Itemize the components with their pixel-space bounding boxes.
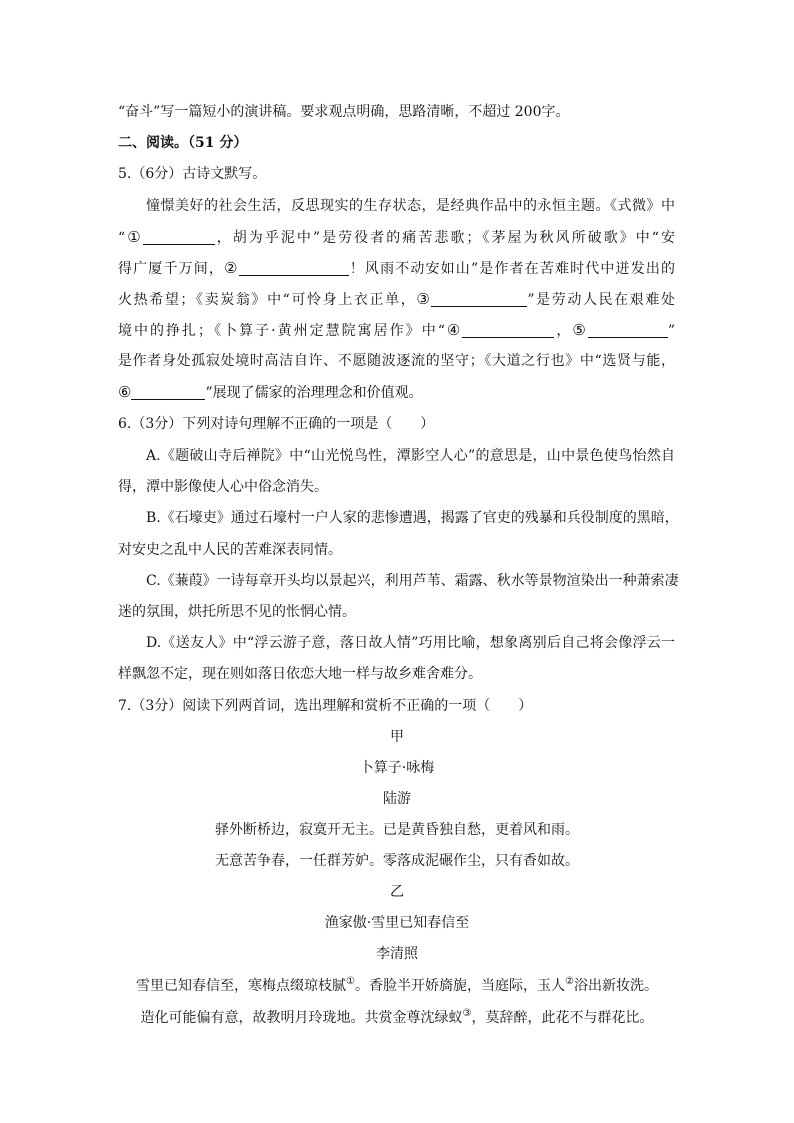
text-segment: 。香脸半开娇旖旎，当庭际，玉人 — [355, 978, 565, 994]
section-title: 二、阅读。（51 分） — [118, 135, 248, 151]
text-segment: “ — [118, 230, 126, 246]
poem1-author: 陆游 — [383, 791, 411, 807]
blank-number-1: ① — [125, 228, 143, 246]
q5-line-6: 是作者身处孤寂处境时高洁自许、不愿随波逐流的坚守；《大道之行也》中“选贤与能， — [118, 353, 675, 369]
poem-label-jia: 甲 — [390, 729, 404, 745]
fill-blank-2[interactable] — [239, 259, 349, 276]
q5-line-7 — [118, 382, 423, 403]
footnote-marker-3: ③ — [462, 1008, 472, 1019]
intro-line: “奋斗”写一篇短小的演讲稿。要求观点明确，思路清晰，不超过 200字。 — [118, 104, 570, 120]
q5-line-2 — [118, 227, 675, 248]
text-segment: 境中的挣扎；《卜算子·黄州定慧院寓居作》中“ — [118, 323, 445, 339]
blank-number-4: ④ — [444, 321, 463, 339]
q6-option-c-line-2[interactable]: 迷的氛围，烘托所思不见的怅惘心情。 — [118, 604, 356, 620]
fill-blank-1[interactable] — [143, 228, 215, 245]
text-segment: ”是劳动人民在艰难处 — [527, 292, 675, 308]
poem1-title: 卜算子·咏梅 — [359, 760, 435, 776]
text-segment: ！风雨不动安如山”是作者在苦难时代中迸发出的 — [348, 261, 676, 277]
footnote-marker-2: ② — [565, 976, 574, 987]
q6-option-a-line-1[interactable]: A.《题破山寺后禅院》中“山光悦鸟性，潭影空人心”的意思是，山中景色使鸟怡然自 — [146, 448, 675, 464]
text-segment: ，莫辞醉，此花不与群花比。 — [471, 1010, 654, 1026]
q6-option-c-line-1[interactable]: C.《蒹葭》一诗每章开头均以景起兴，利用芦苇、霜露、秋水等景物渲染出一种萧索凄 — [146, 573, 679, 589]
text-segment: 得广厦千万间， — [118, 261, 225, 277]
q5-line-5 — [118, 320, 675, 341]
text-segment: ， — [554, 323, 573, 339]
poem2-title: 渔家傲·雪里已知春信至 — [324, 915, 470, 931]
text-segment: 造化可能偏有意，故教明月玲珑地。共赏金尊沈绿蚁 — [140, 1010, 463, 1026]
blank-number-6: ⑥ — [118, 383, 132, 401]
blank-number-5: ⑤ — [572, 321, 588, 339]
fill-blank-4[interactable] — [462, 321, 554, 338]
q7-heading: 7.（3分）阅读下列两首词，选出理解和赏析不正确的一项（ ） — [118, 698, 533, 714]
poem2-line-2 — [0, 1008, 794, 1028]
q6-option-b-line-2[interactable]: 对安史之乱中人民的苦难深表同情。 — [118, 542, 342, 558]
q5-line-4 — [118, 289, 675, 310]
poem2-author: 李清照 — [376, 946, 418, 962]
blank-number-3: ③ — [416, 290, 432, 308]
text-segment: 雪里已知春信至，寒梅点缀琼枝腻 — [136, 978, 347, 994]
poem1-line-1: 驿外断桥边，寂寞开无主。已是黄昏独自愁，更着风和雨。 — [215, 822, 579, 838]
poem-label-yi: 乙 — [390, 884, 404, 900]
fill-blank-3[interactable] — [431, 290, 527, 307]
footnote-marker-1: ① — [346, 976, 355, 987]
q5-line-1: 憧憬美好的社会生活，反思现实的生存状态，是经典作品中的永恒主题。《式微》中 — [146, 198, 675, 214]
text-segment: ”展现了儒家的治理理念和价值观。 — [205, 385, 423, 401]
q6-heading: 6.（3分）下列对诗句理解不正确的一项是（ ） — [118, 416, 435, 432]
q6-option-d-line-2[interactable]: 样飘忽不定，现在则如落日依恋大地一样与故乡难舍难分。 — [118, 666, 482, 682]
q6-option-d-line-1[interactable]: D.《送友人》中“浮云游子意，落日故人情”巧用比喻，想象离别后自己将会像浮云一 — [146, 635, 675, 651]
text-segment: 火热希望；《卖炭翁》中“可怜身上衣正单， — [118, 292, 417, 308]
fill-blank-6[interactable] — [131, 383, 205, 400]
text-segment: ，胡为乎泥中”是劳役者的痛苦悲歌；《茅屋为秋风所破歌》中“安 — [214, 230, 675, 246]
text-segment: ” — [667, 323, 676, 339]
q5-line-3 — [118, 258, 675, 279]
q5-heading: 5.（6分）古诗文默写。 — [118, 166, 267, 182]
fill-blank-5[interactable] — [588, 321, 668, 338]
text-segment: 浴出新妆洗。 — [573, 978, 658, 994]
q6-option-b-line-1[interactable]: B.《石壕吏》通过石壕村一户人家的悲惨遭遇，揭露了官吏的残暴和兵役制度的黑暗， — [146, 510, 679, 526]
q6-option-a-line-2[interactable]: 得，潭中影像使人心中俗念消失。 — [118, 479, 328, 495]
poem1-line-2: 无意苦争春，一任群芳妒。零落成泥碾作尘，只有香如故。 — [215, 853, 579, 869]
blank-number-2: ② — [224, 259, 239, 277]
poem2-line-1 — [0, 976, 794, 996]
